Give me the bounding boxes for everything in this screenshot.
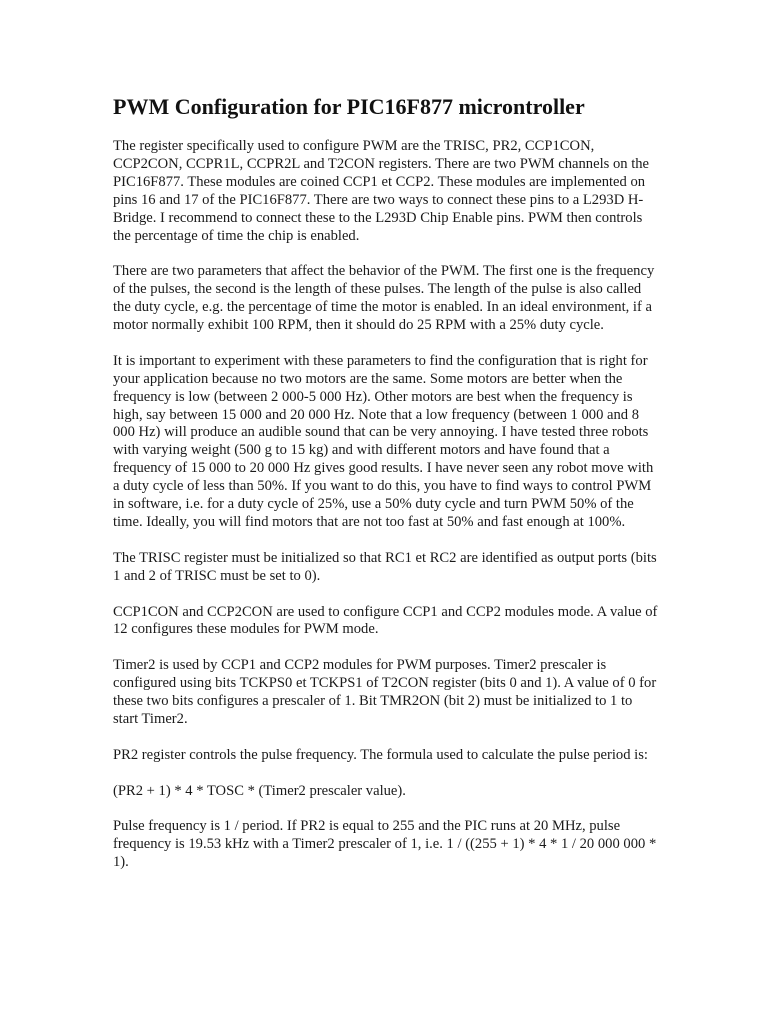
document-title: PWM Configuration for PIC16F877 microntroller (113, 94, 585, 119)
paragraph-trisc: The TRISC register must be initialized so that RC1 et RC2 are identified as output ports (bits 1 and 2 of TRISC must be set to 0). (113, 549, 657, 584)
paragraph-ccpcon: CCP1CON and CCP2CON are used to configure CCP1 and CCP2 modules mode. A value of 12 configures these modules for PWM mode. (113, 603, 658, 638)
paragraph-timer2: Timer2 is used by CCP1 and CCP2 modules for PWM purposes. Timer2 prescaler is configured using bits TCKPS0 et TCKPS1 of T2CON register (bits 0 and 1). A value of 0 for these two bits configures a prescaler of 1. Bit TMR2ON (bit 2) must be initialized to 1 to start Timer2. (113, 657, 657, 727)
paragraph-registers-intro: The register specifically used to configure PWM are the TRISC, PR2, CCP1CON, CCP2CON, CCPR1L, CCPR2L and T2CON registers. There are two PWM channels on the PIC16F877. These modules are coined CCP1 et CCP2. These modules are implemented on pins 16 and 17 of the PIC16F877. There are two ways to connect these pins to a L293D H-Bridge. I recommend to connect these to the L293D Chip Enable pins. PWM then controls the percentage of time the chip is enabled. (113, 138, 650, 244)
paragraph-pr2: PR2 register controls the pulse frequency. The formula used to calculate the pulse period is: (113, 746, 648, 763)
paragraph-pulse-frequency: Pulse frequency is 1 / period. If PR2 is equal to 255 and the PIC runs at 20 MHz, pulse frequency is 19.53 kHz with a Timer2 prescaler of 1, i.e. 1 / ((255 + 1) * 4 * 1 / 20 000 000 * 1). (113, 818, 657, 871)
document-page (113, 92, 658, 890)
paragraph-pwm-parameters: There are two parameters that affect the behavior of the PWM. The first one is the frequency of the pulses, the second is the length of these pulses. The length of the pulse is also called the duty cycle, e.g. the percentage of time the motor is enabled. In an ideal environment, if a motor normally exhibit 100 RPM, then it should do 25 RPM with a 25% duty cycle. (113, 263, 655, 334)
paragraph-formula: (PR2 + 1) * 4 * TOSC * (Timer2 prescaler value). (113, 782, 406, 799)
paragraph-experimentation: It is important to experiment with these parameters to find the configuration that is right for your application because no two motors are the same. Some motors are better when the frequency is low (between 2 000-5 000 Hz). Other motors are best when the frequency is high, say between 15 000 and 20 000 Hz. Note that a low frequency (between 1 000 and 8 000 Hz) will produce an audible sound that can be very annoying. I have tested three robots with varying weight (500 g to 15 kg) and with different motors and have found that a frequency of 15 000 to 20 000 Hz gives good results. I have never seen any robot move with a duty cycle of less than 50%. If you want to do this, you have to find ways to control PWM in software, i.e. for a duty cycle of 25%, use a 50% duty cycle and turn PWM 50% of the time. Ideally, you will find motors that are not too fast at 50% and fast enough at 100%. (113, 352, 654, 530)
